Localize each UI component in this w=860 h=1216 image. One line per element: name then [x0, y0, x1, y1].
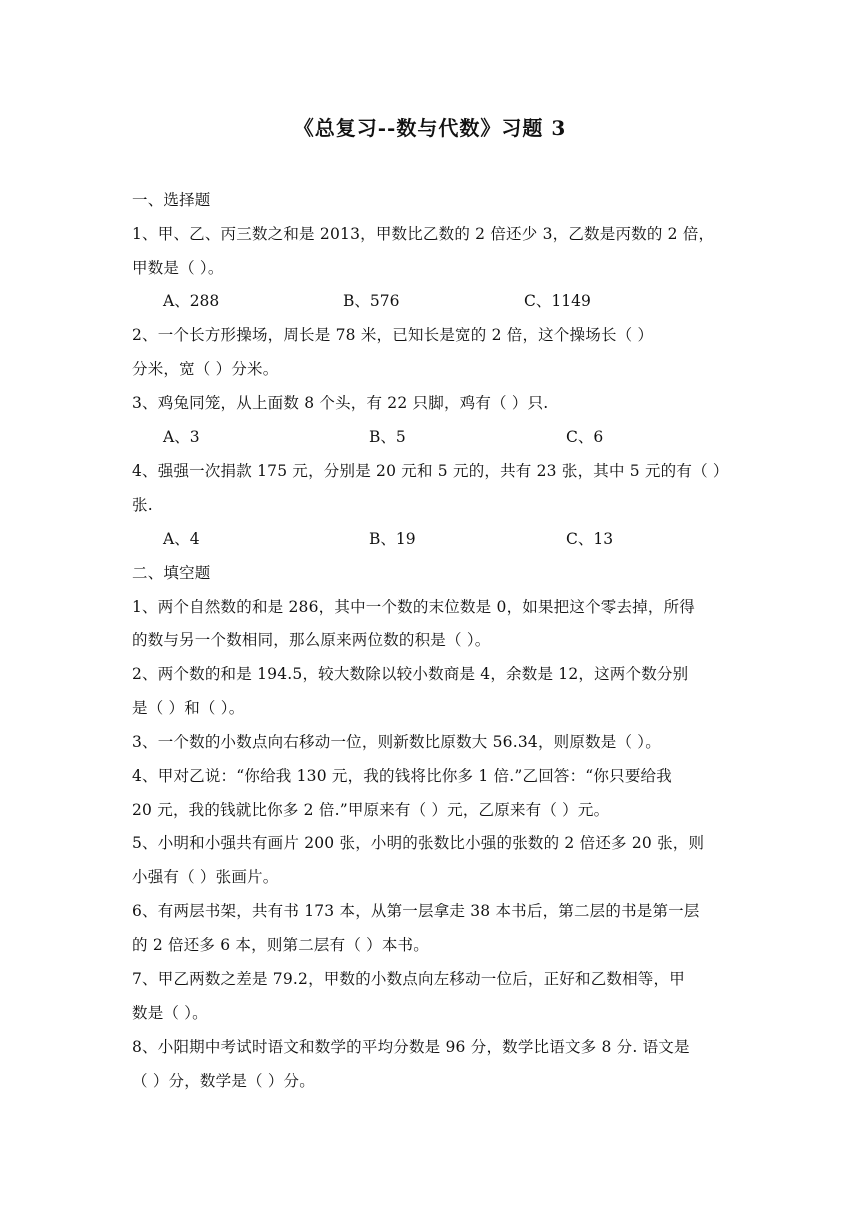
q6-fill-line1: 6、有两层书架，共有书 173 本，从第一层拿走 38 本书后，第二层的书是第一层: [132, 902, 700, 920]
q7-fill-line1: 7、甲乙两数之差是 79.2，甲数的小数点向左移动一位后，正好和乙数相等，甲: [132, 970, 685, 988]
q2-fill-line1: 2、两个数的和是 194.5，较大数除以较小数商是 4，余数是 12，这两个数分别: [132, 665, 689, 683]
q1-choice-line1: 1、甲、乙、丙三数之和是 2013，甲数比乙数的 2 倍还少 3，乙数是丙数的 2 倍，: [132, 225, 715, 243]
q5-fill-line2: 小强有（ ）张画片。: [132, 868, 279, 886]
q1-option-c: C、1149: [524, 292, 591, 310]
section-heading-choice: 一、选择题: [132, 191, 211, 209]
q2-fill-line2: 是（ ）和（ ）。: [132, 699, 245, 717]
q1-choice-line2: 甲数是（ ）。: [132, 259, 224, 277]
q5-fill-line1: 5、小明和小强共有画片 200 张，小明的张数比小强的张数的 2 倍还多 20 张，则: [132, 834, 705, 852]
q4-choice-line1: 4、强强一次捐款 175 元，分别是 20 元和 5 元的，共有 23 张，其中 5 元的有（ ）: [132, 462, 729, 480]
q3-choice-line1: 3、鸡兔同笼，从上面数 8 个头，有 22 只脚，鸡有（ ）只.: [132, 394, 549, 412]
q4-fill-line1: 4、甲对乙说：“你给我 130 元，我的钱将比你多 1 倍.”乙回答：“你只要给我: [132, 767, 672, 785]
q4-choice-line2: 张.: [132, 496, 153, 514]
q2-choice-line2: 分米，宽（ ）分米。: [132, 360, 279, 378]
q7-fill-line2: 数是（ ）。: [132, 1004, 208, 1022]
q3-option-c: C、6: [566, 428, 604, 446]
q1-fill-line1: 1、两个自然数的和是 286，其中一个数的末位数是 0，如果把这个零去掉，所得: [132, 598, 695, 616]
q8-fill-line1: 8、小阳期中考试时语文和数学的平均分数是 96 分，数学比语文多 8 分. 语文是: [132, 1038, 690, 1056]
q4-option-a: A、4: [163, 530, 200, 548]
q1-option-b: B、576: [343, 292, 400, 310]
section-heading-fill: 二、填空题: [132, 564, 211, 582]
page-title: 《总复习--数与代数》习题 3: [293, 116, 567, 140]
q2-choice-line1: 2、一个长方形操场，周长是 78 米，已知长是宽的 2 倍，这个操场长（ ）: [132, 326, 654, 344]
q4-option-b: B、19: [369, 530, 416, 548]
q4-fill-line2: 20 元，我的钱就比你多 2 倍.”甲原来有（ ）元，乙原来有（ ）元。: [132, 801, 610, 819]
q4-option-c: C、13: [566, 530, 614, 548]
q3-option-a: A、3: [163, 428, 200, 446]
q3-option-b: B、5: [369, 428, 406, 446]
q6-fill-line2: 的 2 倍还多 6 本，则第二层有（ ）本书。: [132, 936, 429, 954]
q8-fill-line2: （ ）分，数学是（ ）分。: [132, 1072, 315, 1090]
q1-option-a: A、288: [163, 292, 220, 310]
q3-fill-line1: 3、一个数的小数点向右移动一位，则新数比原数大 56.34，则原数是（ ）。: [132, 733, 661, 751]
q1-fill-line2: 的数与另一个数相同，那么原来两位数的积是（ ）。: [132, 631, 491, 649]
